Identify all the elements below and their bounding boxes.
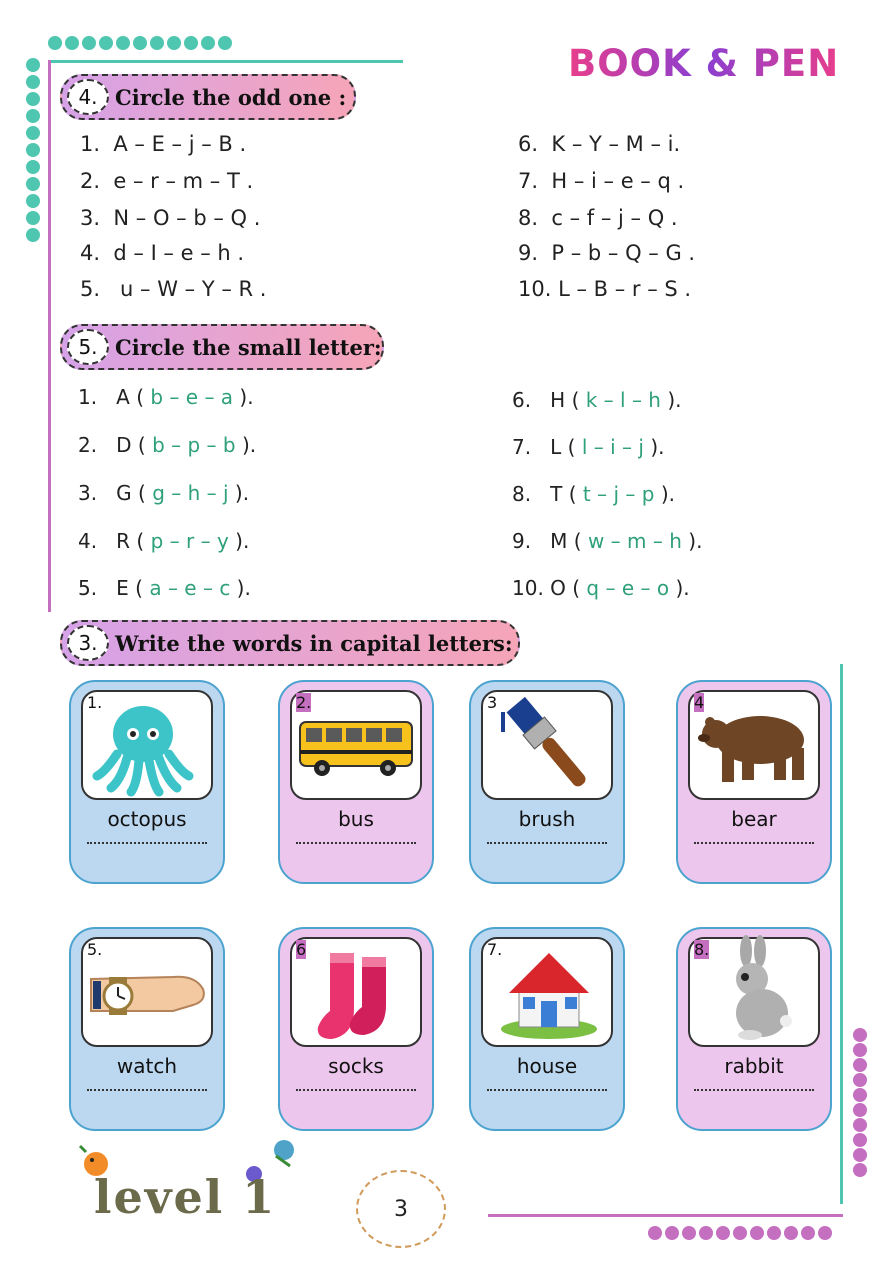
level-label: level 1 bbox=[94, 1170, 277, 1224]
item-capital: E ( bbox=[116, 576, 143, 600]
item-number: 1. bbox=[78, 385, 98, 409]
list-item: 7. H – i – e – q . bbox=[518, 169, 685, 193]
card-picture bbox=[688, 937, 820, 1047]
right-dots bbox=[853, 1028, 867, 1177]
card-number: 2. bbox=[296, 693, 312, 712]
section-capital-header bbox=[60, 620, 520, 666]
section-title: Circle the small letter: bbox=[115, 334, 382, 360]
answer-line[interactable] bbox=[487, 842, 607, 844]
card-number: 1. bbox=[87, 693, 103, 712]
item-capital: T ( bbox=[550, 482, 577, 506]
item-capital: D ( bbox=[116, 433, 146, 457]
section-title: Write the words in capital letters: bbox=[115, 630, 513, 656]
item-end: ). bbox=[688, 529, 703, 553]
page-number-badge bbox=[356, 1170, 446, 1248]
card-word: house bbox=[516, 1054, 578, 1078]
item-number: 2. bbox=[78, 433, 98, 457]
section-number-badge: 3. bbox=[67, 625, 109, 661]
card-number: 5. bbox=[87, 940, 103, 959]
item-options: t – j – p bbox=[576, 482, 661, 506]
word-card-bus bbox=[278, 680, 434, 884]
item-capital: A ( bbox=[116, 385, 145, 409]
word-card-bear bbox=[676, 680, 832, 884]
card-word: brush bbox=[518, 807, 576, 831]
card-number: 4 bbox=[694, 693, 705, 712]
list-item: 10. L – B – r – S . bbox=[518, 277, 692, 301]
card-number: 7. bbox=[487, 940, 503, 959]
word-card-watch bbox=[69, 927, 225, 1131]
item-end: ). bbox=[675, 576, 690, 600]
card-number: 8. bbox=[694, 940, 710, 959]
answer-line[interactable] bbox=[87, 842, 207, 844]
top-dots bbox=[48, 36, 232, 50]
card-picture bbox=[290, 690, 422, 800]
list-item bbox=[512, 388, 682, 412]
word-card-socks bbox=[278, 927, 434, 1131]
item-options: g – h – j bbox=[145, 481, 235, 505]
left-dots bbox=[26, 58, 40, 242]
answer-line[interactable] bbox=[487, 1089, 607, 1091]
item-options: b – e – a bbox=[144, 385, 240, 409]
section-title: Circle the odd one : bbox=[115, 84, 347, 110]
list-item: 3. N – O – b – Q . bbox=[80, 206, 261, 230]
item-number: 9. bbox=[512, 529, 532, 553]
card-picture bbox=[481, 937, 613, 1047]
word-card-rabbit bbox=[676, 927, 832, 1131]
list-item: 8. c – f – j – Q . bbox=[518, 206, 678, 230]
card-word: bus bbox=[338, 807, 374, 831]
list-item: 6. K – Y – M – i. bbox=[518, 132, 681, 156]
item-options: q – e – o bbox=[580, 576, 676, 600]
bear-icon bbox=[690, 692, 818, 798]
right-frame-line bbox=[840, 664, 843, 1204]
list-item bbox=[512, 435, 664, 459]
answer-line[interactable] bbox=[694, 842, 814, 844]
card-word: watch bbox=[116, 1054, 178, 1078]
svg-text:BOOK & PEN: BOOK & PEN bbox=[568, 42, 840, 85]
card-number: 6 bbox=[296, 940, 307, 959]
brand-logo-graphic bbox=[568, 40, 840, 85]
list-item bbox=[78, 529, 249, 553]
list-item: 9. P – b – Q – G . bbox=[518, 241, 696, 265]
section-number-badge: 5. bbox=[67, 329, 109, 365]
item-end: ). bbox=[660, 482, 675, 506]
item-capital: O ( bbox=[550, 576, 581, 600]
item-options: a – e – c bbox=[142, 576, 237, 600]
card-picture bbox=[81, 690, 213, 800]
item-end: ). bbox=[235, 529, 250, 553]
brush-icon bbox=[483, 692, 611, 798]
item-number: 5. bbox=[78, 576, 98, 600]
item-options: w – m – h bbox=[581, 529, 689, 553]
card-word: bear bbox=[731, 807, 777, 831]
list-item bbox=[512, 576, 690, 600]
section-odd-header bbox=[60, 74, 356, 120]
item-number: 8. bbox=[512, 482, 532, 506]
list-item bbox=[78, 433, 256, 457]
item-number: 4. bbox=[78, 529, 98, 553]
card-picture bbox=[81, 937, 213, 1047]
card-word: socks bbox=[328, 1054, 384, 1078]
list-item bbox=[512, 482, 675, 506]
list-item: 5. u – W – Y – R . bbox=[80, 277, 267, 301]
list-item bbox=[512, 529, 702, 553]
item-end: ). bbox=[234, 481, 250, 505]
card-picture bbox=[481, 690, 613, 800]
item-end: ). bbox=[239, 385, 254, 409]
page-number: 3 bbox=[394, 1196, 408, 1222]
item-options: b – p – b bbox=[145, 433, 242, 457]
item-options: k – l – h bbox=[579, 388, 668, 412]
answer-line[interactable] bbox=[296, 1089, 416, 1091]
bottom-frame-line bbox=[488, 1214, 843, 1217]
item-capital: R ( bbox=[116, 529, 145, 553]
item-number: 7. bbox=[512, 435, 532, 459]
item-capital: H ( bbox=[550, 388, 580, 412]
answer-line[interactable] bbox=[296, 842, 416, 844]
card-word: rabbit bbox=[724, 1054, 784, 1078]
card-number: 3 bbox=[487, 693, 498, 712]
item-capital: L ( bbox=[550, 435, 576, 459]
list-item: 2. e – r – m – T . bbox=[80, 169, 254, 193]
card-picture bbox=[688, 690, 820, 800]
list-item: 4. d – I – e – h . bbox=[80, 241, 245, 265]
bottom-dots bbox=[648, 1226, 832, 1240]
item-end: ). bbox=[241, 433, 257, 457]
item-options: l – i – j bbox=[575, 435, 651, 459]
left-frame-line bbox=[48, 60, 51, 612]
answer-line[interactable] bbox=[87, 1089, 207, 1091]
item-capital: G ( bbox=[116, 481, 146, 505]
word-card-octopus bbox=[69, 680, 225, 884]
section-small-header bbox=[60, 324, 384, 370]
section-number-badge: 4. bbox=[67, 79, 109, 115]
card-word: octopus bbox=[107, 807, 187, 831]
brand-logo bbox=[568, 40, 840, 93]
top-frame-line bbox=[48, 60, 403, 63]
socks-icon bbox=[292, 939, 420, 1045]
list-item bbox=[78, 576, 251, 600]
item-number: 3. bbox=[78, 481, 98, 505]
item-number: 6. bbox=[512, 388, 532, 412]
list-item: 1. A – E – j – B . bbox=[80, 132, 247, 156]
list-item bbox=[78, 481, 249, 505]
item-end: ). bbox=[236, 576, 251, 600]
word-card-house bbox=[469, 927, 625, 1131]
answer-line[interactable] bbox=[694, 1089, 814, 1091]
word-card-brush bbox=[469, 680, 625, 884]
item-options: p – r – y bbox=[144, 529, 236, 553]
list-item bbox=[78, 385, 254, 409]
item-capital: M ( bbox=[550, 529, 582, 553]
item-end: ). bbox=[667, 388, 682, 412]
card-picture bbox=[290, 937, 422, 1047]
item-end: ). bbox=[650, 435, 665, 459]
item-number: 10. bbox=[512, 576, 544, 600]
